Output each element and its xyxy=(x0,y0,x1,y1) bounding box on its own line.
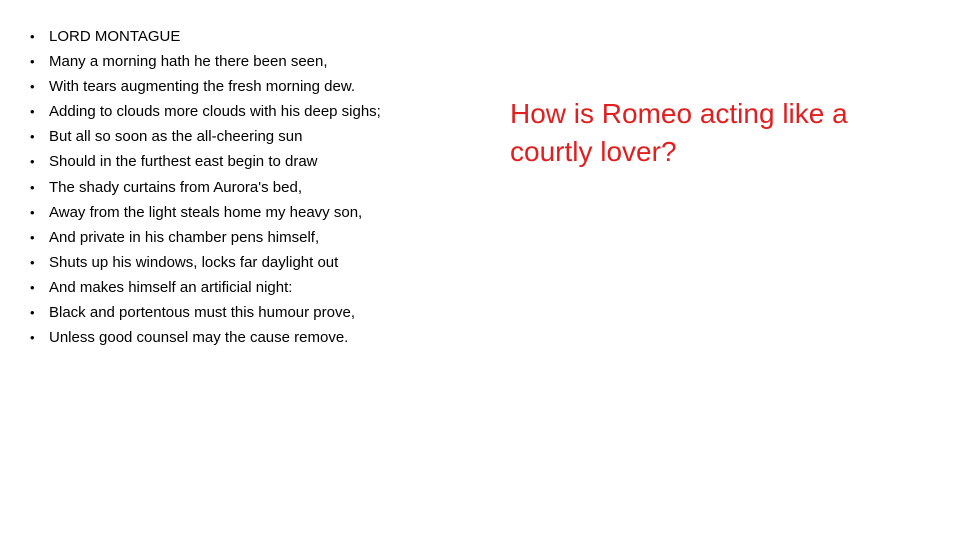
quote-line-text: The shady curtains from Aurora's bed, xyxy=(49,178,302,196)
bullet-icon: • xyxy=(30,179,35,195)
quote-line xyxy=(30,275,470,300)
quote-line-text: Adding to clouds more clouds with his deep sighs; xyxy=(49,103,381,121)
quote-line xyxy=(30,124,470,149)
bullet-icon: • xyxy=(30,330,35,346)
quote-line-text: Away from the light steals home my heavy son, xyxy=(49,203,363,221)
quote-line xyxy=(30,24,470,49)
bullet-icon: • xyxy=(30,79,35,95)
quote-line-text: Many a morning hath he there been seen, xyxy=(49,53,328,71)
quote-line xyxy=(30,149,470,174)
bullet-icon: • xyxy=(30,204,35,220)
quote-line xyxy=(30,225,470,250)
quote-line xyxy=(30,175,470,200)
quote-line xyxy=(30,74,470,99)
quote-bullet-list xyxy=(30,24,470,350)
bullet-icon: • xyxy=(30,104,35,120)
bullet-icon: • xyxy=(30,29,35,44)
bullet-icon: • xyxy=(30,254,35,270)
bullet-icon: • xyxy=(30,305,35,321)
bullet-icon: • xyxy=(30,154,35,170)
quote-line-text: Shuts up his windows, locks far daylight out xyxy=(49,253,339,271)
quote-line xyxy=(30,325,470,350)
quote-line-text: Unless good counsel may the cause remove. xyxy=(49,329,349,347)
quote-line-text: But all so soon as the all-cheering sun xyxy=(49,128,303,146)
quote-line-text: And makes himself an artificial night: xyxy=(49,278,293,296)
bullet-icon: • xyxy=(30,229,35,245)
quote-line xyxy=(30,300,470,325)
bullet-icon: • xyxy=(30,54,35,70)
quote-line xyxy=(30,99,470,124)
quote-line xyxy=(30,49,470,74)
quote-line xyxy=(30,200,470,225)
quote-line-text: And private in his chamber pens himself, xyxy=(49,228,320,246)
bullet-icon: • xyxy=(30,129,35,145)
quote-line-text: Should in the furthest east begin to draw xyxy=(49,153,318,171)
quote-line-text: With tears augmenting the fresh morning dew. xyxy=(49,78,355,96)
quote-line-text: LORD MONTAGUE xyxy=(49,28,181,45)
discussion-question: How is Romeo acting like a courtly lover? xyxy=(510,98,848,167)
quote-line-text: Black and portentous must this humour prove, xyxy=(49,304,355,322)
quote-line xyxy=(30,250,470,275)
bullet-icon: • xyxy=(30,279,35,295)
